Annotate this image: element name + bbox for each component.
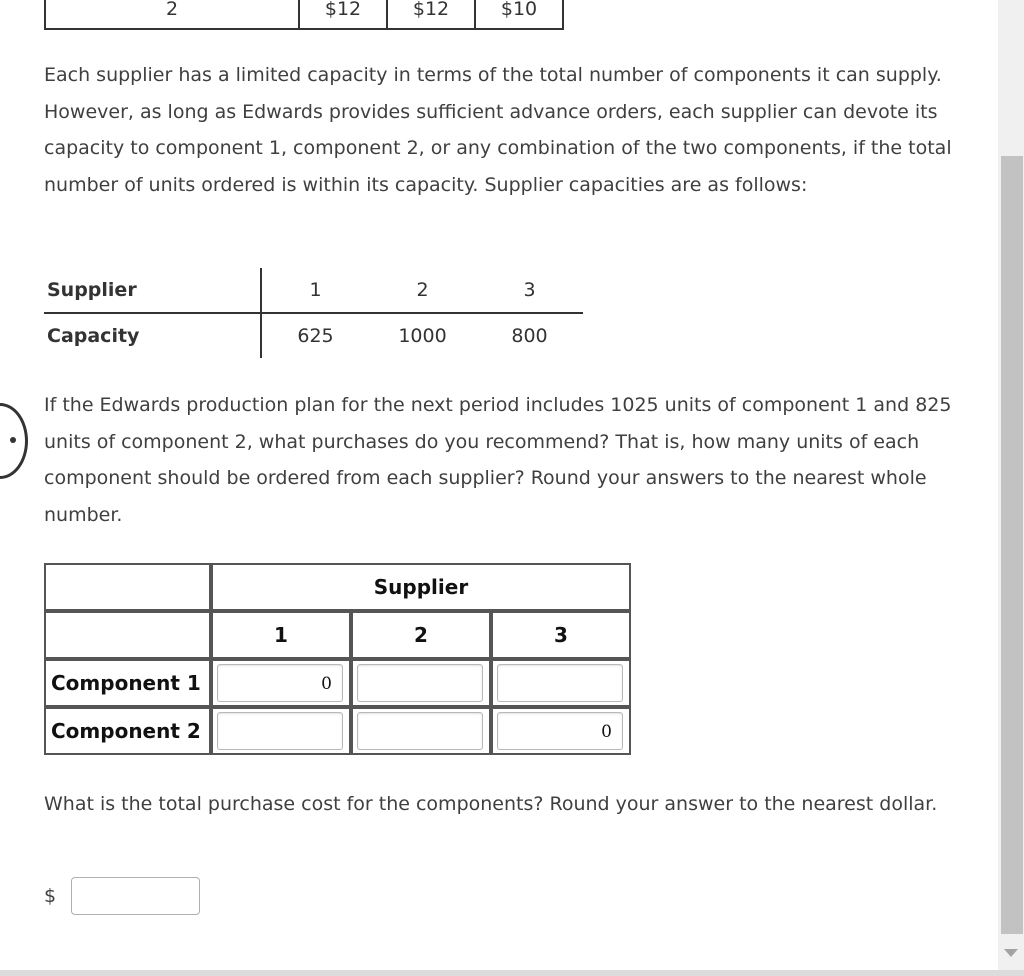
component-2-supplier-1-input[interactable] xyxy=(217,712,343,750)
cost-cell: $10 xyxy=(475,0,563,29)
table-row xyxy=(44,563,631,611)
answer-cell xyxy=(491,659,631,707)
empty-corner-cell xyxy=(44,611,211,659)
cost-cell: $12 xyxy=(387,0,475,29)
capacity-value: 625 xyxy=(261,313,369,358)
answer-cell xyxy=(211,707,351,755)
component-1-supplier-1-input[interactable]: 0 xyxy=(217,664,343,702)
component-1-supplier-3-input[interactable] xyxy=(497,664,623,702)
table-row xyxy=(44,611,631,659)
supplier-group-header: Supplier xyxy=(211,563,631,611)
capacity-value: 800 xyxy=(511,325,548,347)
supplier-number: 1 xyxy=(261,268,369,313)
column-header-supplier-1: 1 xyxy=(211,611,351,659)
currency-symbol: $ xyxy=(44,885,57,907)
cost-cell: $12 xyxy=(299,0,387,29)
supplier-number: 2 xyxy=(369,268,476,313)
step-marker-dot-icon xyxy=(10,437,16,443)
capacity-paragraph: Each supplier has a limited capacity in terms of the total number of components it can supply. However, as long as Edwards provides sufficient advance orders, each supplier can devote its capacity to component 1, component 2, or any combination of the two components, if the total number of units ordered is within its capacity. Supplier capacities are as follows: xyxy=(44,64,952,197)
question-paragraph: If the Edwards production plan for the next period includes 1025 units of component 1 and 825 units of component 2, what purchases do you recommend? That is, how many units of each component should be ordered from each supplier? Round your answers to the nearest whole number. xyxy=(44,394,952,527)
capacity-label: Capacity xyxy=(47,325,140,347)
capacity-table xyxy=(44,268,583,358)
row-label-component-1: Component 1 xyxy=(44,659,211,707)
scrollbar-thumb[interactable] xyxy=(1001,156,1023,934)
horizontal-scrollbar-track xyxy=(0,970,1024,976)
answer-cell xyxy=(491,707,631,755)
column-header-supplier-2: 2 xyxy=(351,611,491,659)
table-row xyxy=(44,659,631,707)
component-1-supplier-2-input[interactable] xyxy=(357,664,483,702)
table-row xyxy=(44,707,631,755)
cost-paragraph: What is the total purchase cost for the components? Round your answer to the nearest dollar. xyxy=(44,793,938,815)
total-cost-input[interactable] xyxy=(71,877,200,915)
table-row xyxy=(44,313,583,358)
row-label-cell: 2 xyxy=(45,0,299,29)
table-row xyxy=(44,268,583,313)
table-row xyxy=(45,0,563,29)
answer-cell xyxy=(211,659,351,707)
component-2-supplier-3-input[interactable]: 0 xyxy=(497,712,623,750)
answer-table xyxy=(44,563,631,755)
column-header-supplier-3: 3 xyxy=(491,611,631,659)
supplier-header: Supplier xyxy=(44,268,261,313)
answer-cell xyxy=(351,707,491,755)
cost-table-partial xyxy=(44,0,564,30)
component-2-supplier-2-input[interactable] xyxy=(357,712,483,750)
answer-cell xyxy=(351,659,491,707)
row-label-component-2: Component 2 xyxy=(44,707,211,755)
empty-corner-cell xyxy=(44,563,211,611)
capacity-value: 1000 xyxy=(398,325,447,347)
scroll-down-arrow-icon[interactable] xyxy=(1004,949,1018,957)
supplier-number: 3 xyxy=(476,268,583,313)
